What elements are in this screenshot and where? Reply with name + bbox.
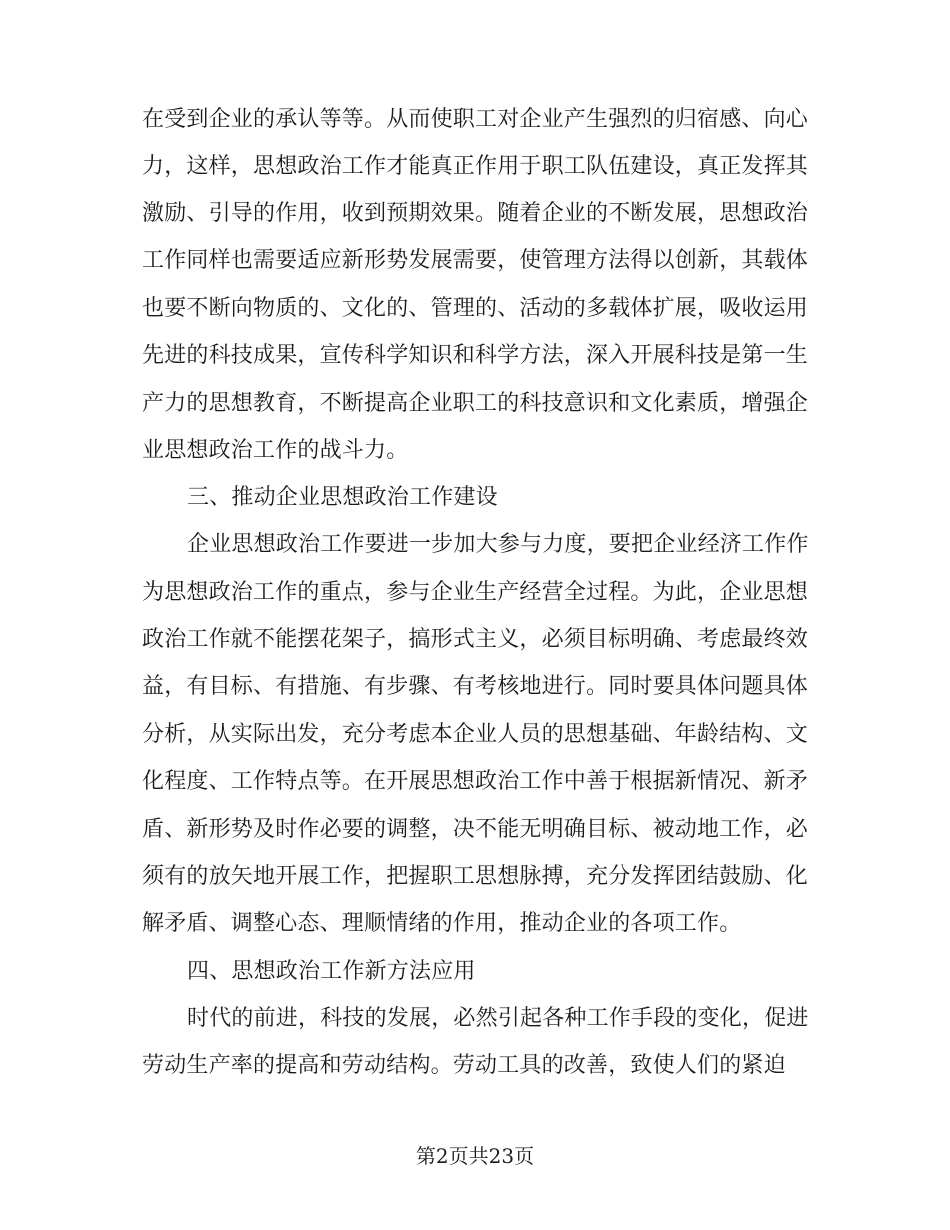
- body-text-line: 政治工作就不能摆花架子，搞形式主义，必须目标明确、考虑最终效: [142, 627, 809, 652]
- page-footer: 第2页共23页: [415, 1144, 535, 1168]
- section-heading: 三、推动企业思想政治工作建设: [187, 485, 498, 510]
- body-text-line: 时代的前进，科技的发展，必然引起各种工作手段的变化，促进: [187, 1006, 809, 1031]
- body-text-line: 力，这样，思想政治工作才能真正作用于职工队伍建设，真正发挥其: [142, 154, 809, 179]
- body-text-line: 激励、引导的作用，收到预期效果。随着企业的不断发展，思想政治: [142, 201, 809, 226]
- body-text-line: 盾、新形势及时作必要的调整，决不能无明确目标、被动地工作，必: [142, 817, 809, 842]
- body-text-line: 在受到企业的承认等等。从而使职工对企业产生强烈的归宿感、向心: [142, 107, 809, 132]
- body-text-line: 为思想政治工作的重点，参与企业生产经营全过程。为此，企业思想: [142, 580, 809, 605]
- body-text-line: 分析，从实际出发，充分考虑本企业人员的思想基础、年龄结构、文: [142, 722, 809, 747]
- section-heading: 四、思想政治工作新方法应用: [187, 959, 476, 984]
- body-text-line: 也要不断向物质的、文化的、管理的、活动的多载体扩展，吸收运用: [142, 296, 809, 321]
- body-text-line: 企业思想政治工作要进一步加大参与力度，要把企业经济工作作: [187, 532, 809, 557]
- body-text-line: 益，有目标、有措施、有步骤、有考核地进行。同时要具体问题具体: [142, 674, 809, 699]
- body-text-line: 产力的思想教育，不断提高企业职工的科技意识和文化素质，增强企: [142, 391, 809, 416]
- body-text-line: 须有的放矢地开展工作，把握职工思想脉搏，充分发挥团结鼓励、化: [142, 864, 809, 889]
- body-text-line: 先进的科技成果，宣传科学知识和科学方法，深入开展科技是第一生: [142, 343, 809, 368]
- body-text-line: 解矛盾、调整心态、理顺情绪的作用，推动企业的各项工作。: [142, 911, 742, 936]
- body-text-line: 劳动生产率的提高和劳动结构。劳动工具的改善，致使人们的紧迫: [142, 1053, 786, 1078]
- body-text-line: 工作同样也需要适应新形势发展需要，使管理方法得以创新，其载体: [142, 248, 809, 273]
- body-text-line: 业思想政治工作的战斗力。: [142, 438, 409, 463]
- body-text-line: 化程度、工作特点等。在开展思想政治工作中善于根据新情况、新矛: [142, 769, 809, 794]
